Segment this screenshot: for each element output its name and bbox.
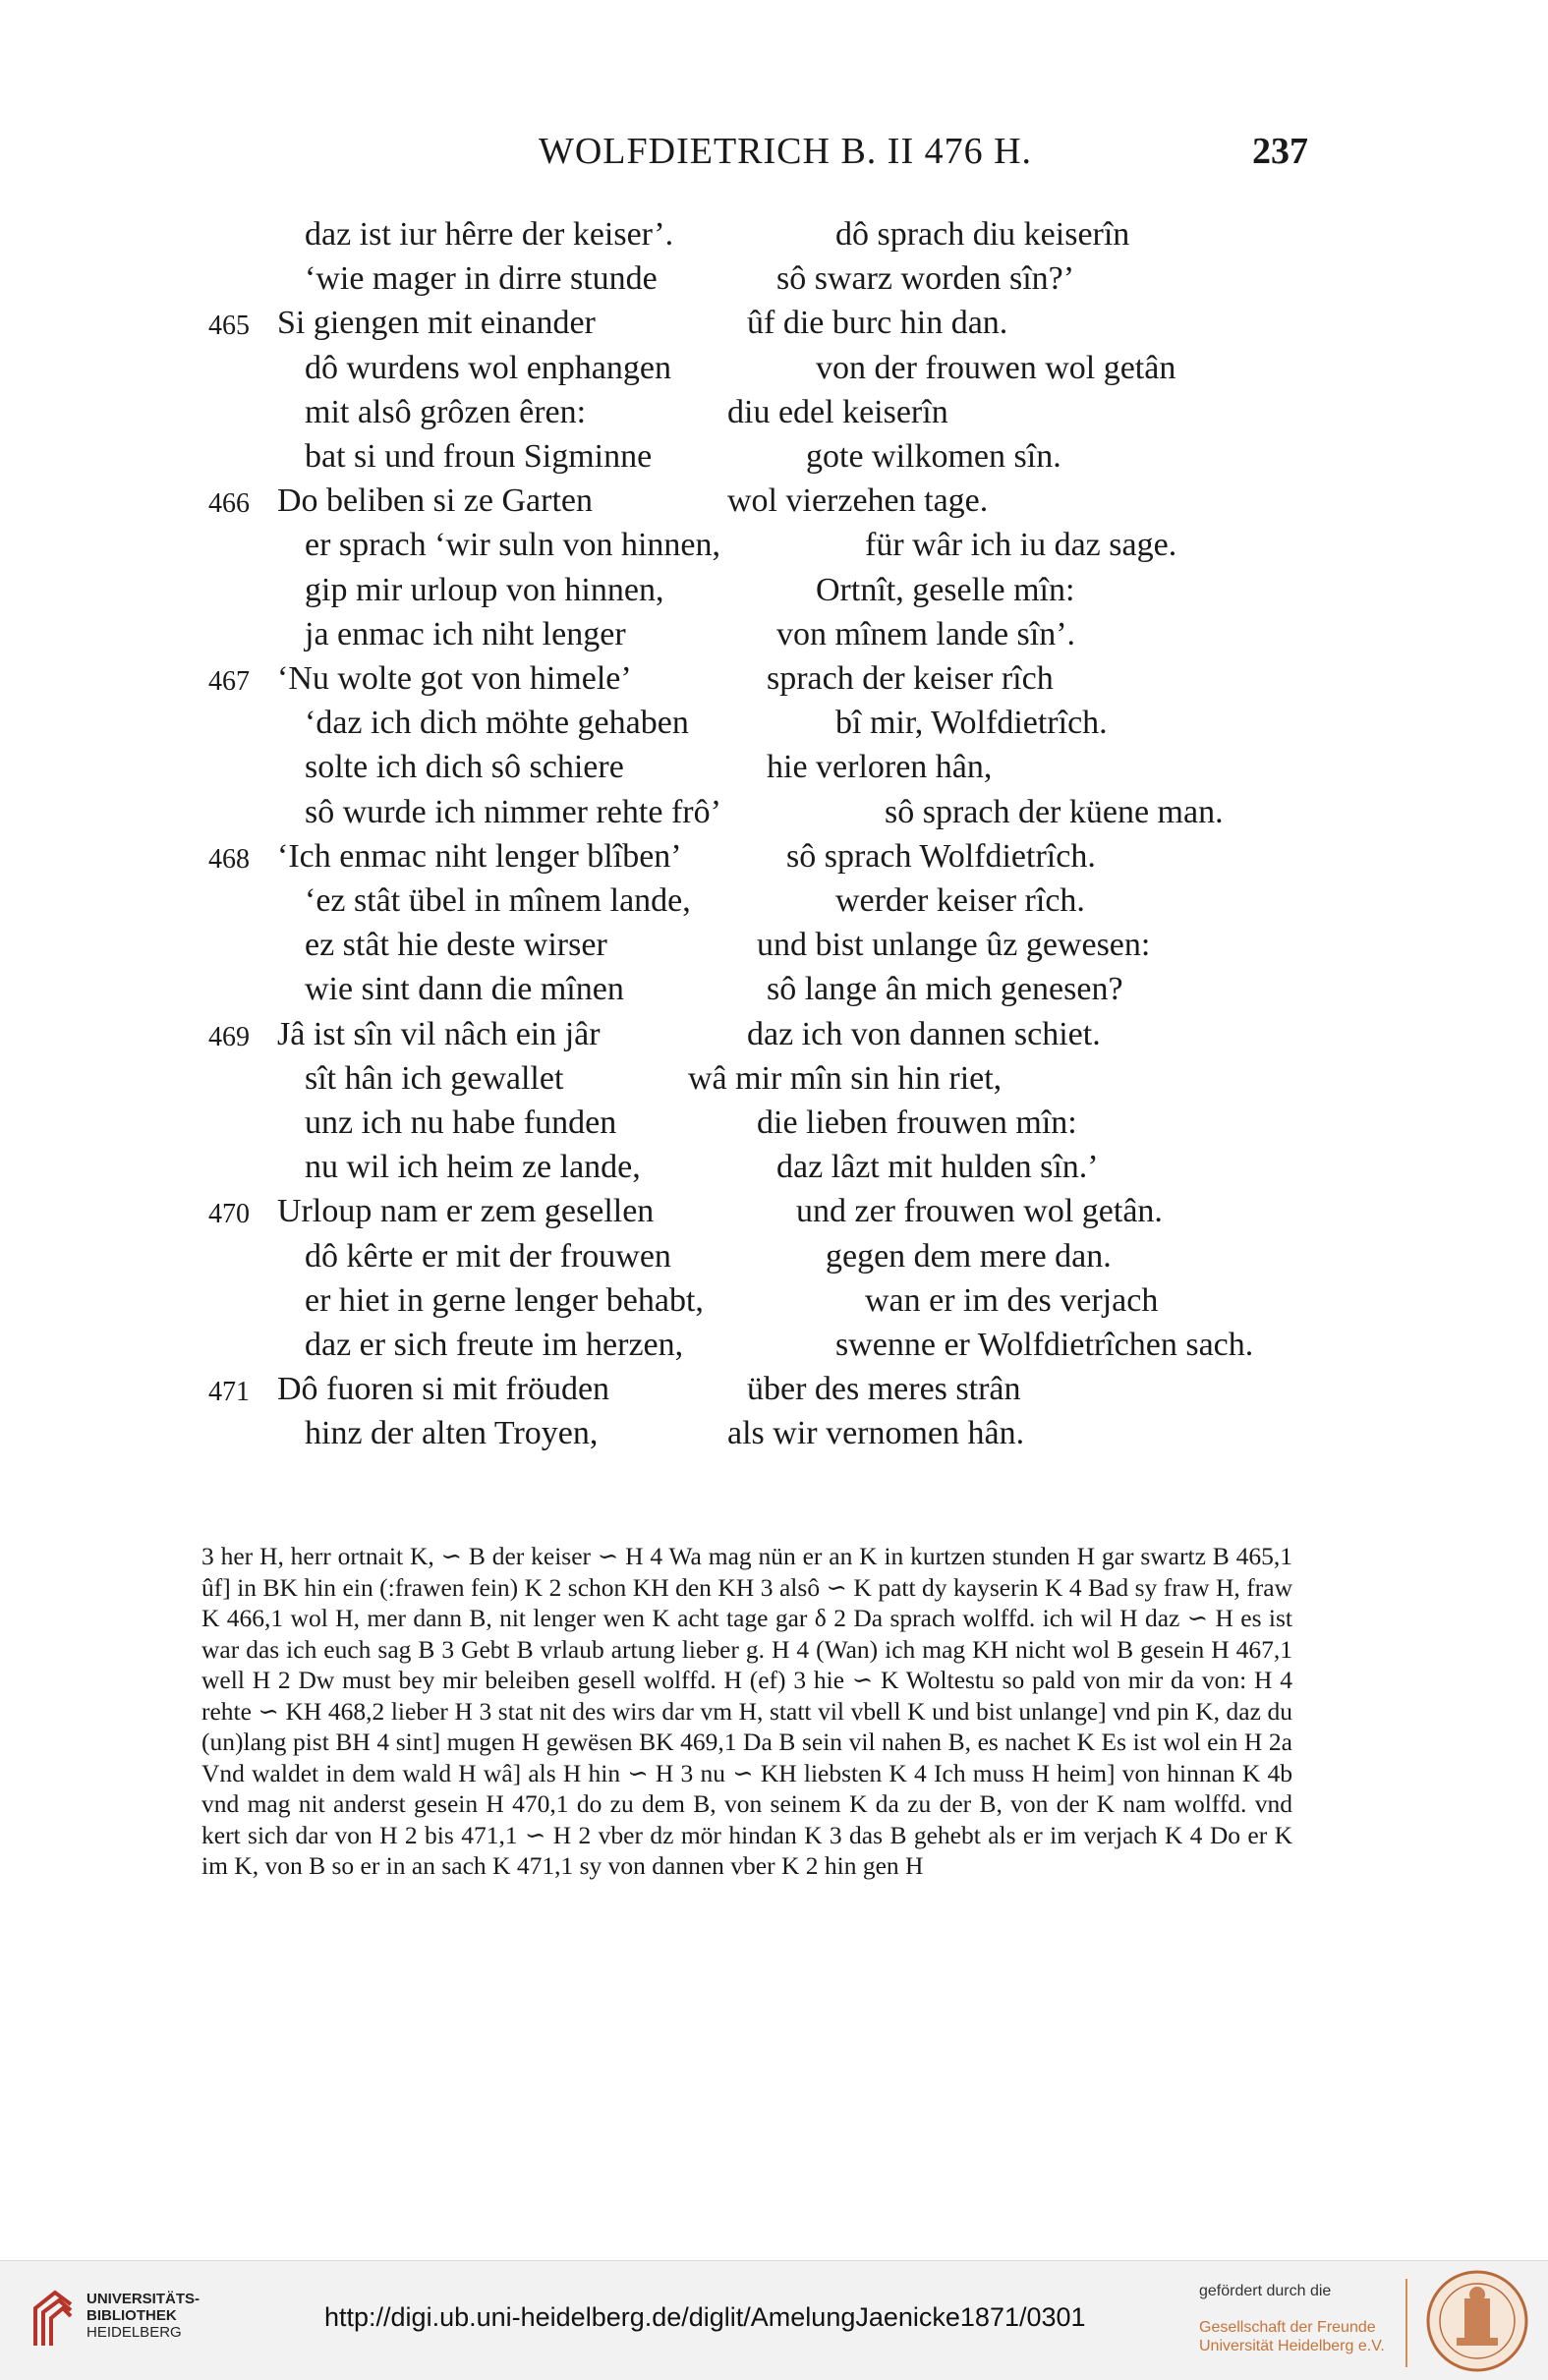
sponsor-line-2: Universität Heidelberg e.V. <box>1199 2338 1385 2354</box>
verse-first-half: bat si und froun Sigminne <box>305 438 653 475</box>
verse-second-half: sô swarz worden sîn?’ <box>776 260 1075 298</box>
verse-first-half: solte ich dich sô schiere <box>305 749 624 786</box>
verse-second-half: über des meres strân <box>747 1371 1021 1408</box>
sponsor-credit <box>1199 2283 1385 2355</box>
verse-line <box>0 1149 1548 1193</box>
verse-line <box>0 660 1548 705</box>
verse-first-half: Jâ ist sîn vil nâch ein jâr <box>277 1015 601 1052</box>
library-line-1: UNIVERSITÄTS- <box>86 2291 201 2307</box>
running-header <box>0 130 1548 189</box>
critical-apparatus <box>201 1541 1292 1882</box>
verse-line <box>0 794 1548 838</box>
verse-first-half: dô kêrte er mit der frouwen <box>305 1237 671 1275</box>
verse-first-half: dô wurdens wol enphangen <box>305 349 671 386</box>
verse-first-half: ja enmac ich niht lenger <box>305 615 626 652</box>
verse-first-half: daz ist iur hêrre der keiser’. <box>305 216 674 253</box>
verse-second-half: Ortnît, geselle mîn: <box>816 571 1075 608</box>
verse-second-half: daz lâzt mit hulden sîn.’ <box>776 1149 1099 1186</box>
verse-line <box>0 1282 1548 1327</box>
verse-first-half: ez stât hie deste wirser <box>305 927 607 964</box>
verse-line <box>0 705 1548 749</box>
verse-second-half: ûf die burc hin dan. <box>747 305 1008 342</box>
sponsor-line-1: Gesellschaft der Freunde <box>1199 2319 1376 2336</box>
verse-second-half: wol vierzehen tage. <box>727 482 989 520</box>
stanza-number: 466 <box>208 488 250 520</box>
library-line-3: HEIDELBERG <box>86 2324 182 2341</box>
verse-first-half: hinz der alten Troyen, <box>305 1415 599 1452</box>
verse-first-half: Urloup nam er zem gesellen <box>277 1193 655 1230</box>
permalink[interactable]: http://digi.ub.uni-heidelberg.de/diglit/AmelungJaenicke1871/0301 <box>324 2302 1086 2332</box>
stanza-number: 468 <box>208 843 250 875</box>
verse-line <box>0 572 1548 616</box>
verse-second-half: von mînem lande sîn’. <box>776 615 1076 652</box>
verse-second-half: diu edel keiserîn <box>727 393 948 430</box>
stanza-number: 470 <box>208 1199 250 1230</box>
verse-first-half: Dô fuoren si mit fröuden <box>277 1371 610 1408</box>
verse-line <box>0 482 1548 527</box>
verse-second-half: als wir vernomen hân. <box>727 1415 1025 1452</box>
verse-first-half: ‘wie mager in dirre stunde <box>305 260 658 298</box>
verse-line <box>0 1238 1548 1282</box>
verse-second-half: sô sprach Wolfdietrîch. <box>786 837 1096 875</box>
verse-line <box>0 438 1548 482</box>
verse-first-half: unz ich nu habe funden <box>305 1105 617 1141</box>
verse-first-half: Si giengen mit einander <box>277 305 596 342</box>
verse-first-half: nu wil ich heim ze lande, <box>305 1149 641 1186</box>
ub-logo-icon <box>29 2287 77 2352</box>
verse-line <box>0 616 1548 660</box>
verse-first-half: ‘daz ich dich möhte gehaben <box>305 705 689 742</box>
verse-second-half: swenne er Wolfdietrîchen sach. <box>835 1327 1254 1363</box>
verse-second-half: von der frouwen wol getân <box>816 349 1176 386</box>
verse-second-half: dô sprach diu keiserîn <box>835 216 1130 253</box>
footer-bar <box>0 2260 1548 2380</box>
verse-first-half: er sprach ‘wir suln von hinnen, <box>305 527 721 564</box>
verse-first-half: ‘Ich enmac niht lenger blîben’ <box>277 837 682 875</box>
verse-second-half: werder keiser rîch. <box>835 882 1085 919</box>
stanza-number: 465 <box>208 311 250 342</box>
verse-line <box>0 971 1548 1015</box>
university-seal-icon <box>1423 2267 1531 2375</box>
verse-first-half: daz er sich freute im herzen, <box>305 1327 684 1363</box>
verse-second-half: gegen dem mere dan. <box>826 1237 1112 1275</box>
verse-second-half: sô sprach der küene man. <box>885 793 1224 830</box>
stanza-number: 467 <box>208 666 250 697</box>
verse-line <box>0 838 1548 882</box>
verse-line <box>0 305 1548 349</box>
verse-line <box>0 527 1548 571</box>
verse-line <box>0 882 1548 927</box>
verse-second-half: wan er im des verjach <box>865 1281 1159 1319</box>
verse-line <box>0 1327 1548 1371</box>
verse-second-half: die lieben frouwen mîn: <box>757 1105 1077 1141</box>
verse-first-half: sô wurde ich nimmer rehte frô’ <box>305 793 721 830</box>
verse-line <box>0 1415 1548 1459</box>
verse-second-half: hie verloren hân, <box>767 749 993 786</box>
verse-first-half: sît hân ich gewallet <box>305 1059 564 1097</box>
verse-line <box>0 350 1548 394</box>
verse-second-half: für wâr ich iu daz sage. <box>865 527 1177 564</box>
verse-line <box>0 216 1548 260</box>
verse-first-half: gip mir urloup von hinnen, <box>305 571 664 608</box>
verse-second-half: sprach der keiser rîch <box>767 660 1054 697</box>
library-line-2: BIBLIOTHEK <box>86 2307 177 2324</box>
verse-first-half: ‘Nu wolte got von himele’ <box>277 660 632 697</box>
stanza-number: 469 <box>208 1021 250 1052</box>
verse-line <box>0 1371 1548 1415</box>
verse-second-half: sô lange ân mich genesen? <box>767 971 1123 1008</box>
verse-first-half: Do beliben si ze Garten <box>277 482 593 520</box>
verse-second-half: gote wilkomen sîn. <box>806 438 1061 475</box>
verse-line <box>0 1193 1548 1237</box>
verse-line <box>0 927 1548 971</box>
verse-second-half: und zer frouwen wol getân. <box>796 1193 1163 1230</box>
verse-first-half: mit alsô grôzen êren: <box>305 393 587 430</box>
verse-second-half: daz ich von dannen schiet. <box>747 1015 1101 1052</box>
stanza-number: 471 <box>208 1377 250 1408</box>
verse-second-half: und bist unlange ûz gewesen: <box>757 927 1151 964</box>
sponsor-divider <box>1405 2279 1407 2367</box>
verse-line <box>0 260 1548 305</box>
verse-first-half: ‘ez stât übel in mînem lande, <box>305 882 691 919</box>
verse-line <box>0 749 1548 793</box>
running-title: WOLFDIETRICH B. II 476 H. <box>539 131 1033 172</box>
verse-second-half: bî mir, Wolfdietrîch. <box>835 705 1108 742</box>
verse-line <box>0 1016 1548 1060</box>
verse-first-half: er hiet in gerne lenger behabt, <box>305 1281 704 1319</box>
verse-second-half: wâ mir mîn sin hin riet, <box>688 1059 1003 1097</box>
library-name <box>86 2291 200 2341</box>
page-number: 237 <box>1252 131 1308 172</box>
verse-line <box>0 1105 1548 1149</box>
verse-first-half: wie sint dann die mînen <box>305 971 624 1008</box>
sponsor-lead: gefördert durch die <box>1199 2283 1332 2299</box>
verse-line <box>0 1060 1548 1105</box>
footnote-text: 3 her H, herr ortnait K, ∽ B der keiser ∽ H 4 Wa mag nün er an K in kurtzen stunden H gar swartz B 465,1 ûf] in BK hin ein (:frawen fein) K 2 schon KH den KH 3 alsô ∽ K patt dy kayserin K 4 Bad sy fraw H, fraw K 466,1 wol H, mer dann B, nit lenger wen K acht tage gar δ 2 Da sprach wolffd. ich wil H daz ∽ H es ist war das ich euch sag B 3 Gebt B vrlaub artung lieber g. H 4 (Wan) ich mag KH nicht wol B gesein H 467,1 well H 2 Dw must bey mir beleiben gesell wolffd. H (ef) 3 hie ∽ K Woltestu so pald von mir da von: H 4 rehte ∽ KH 468,2 lieber H 3 stat nit des wirs dar vm H, statt vil vbell K und bist unlange] vnd pin K, daz du (un)lang pist BH 4 sint] mugen H gewësen BK 469,1 Da B sein vil nahen B, es nachet K Es ist wol ein H 2a Vnd waldet in dem wald H wâ] als H hin ∽ H 3 nu ∽ KH liebsten K 4 Ich muss H heim] von hinnan K 4b vnd mag nit anderst gesein H 470,1 do zu dem B, von seinem K da zu der B, von der K nam wolffd. vnd kert sich dar von H 2 bis 471,1 ∽ H 2 vber dz mör hindan K 3 das B gehebt als er im verjach K 4 Do er K im K, von B so er in an sach K 471,1 sy von dannen vber K 2 hin gen H <box>201 1542 1292 1880</box>
verse-line <box>0 394 1548 438</box>
